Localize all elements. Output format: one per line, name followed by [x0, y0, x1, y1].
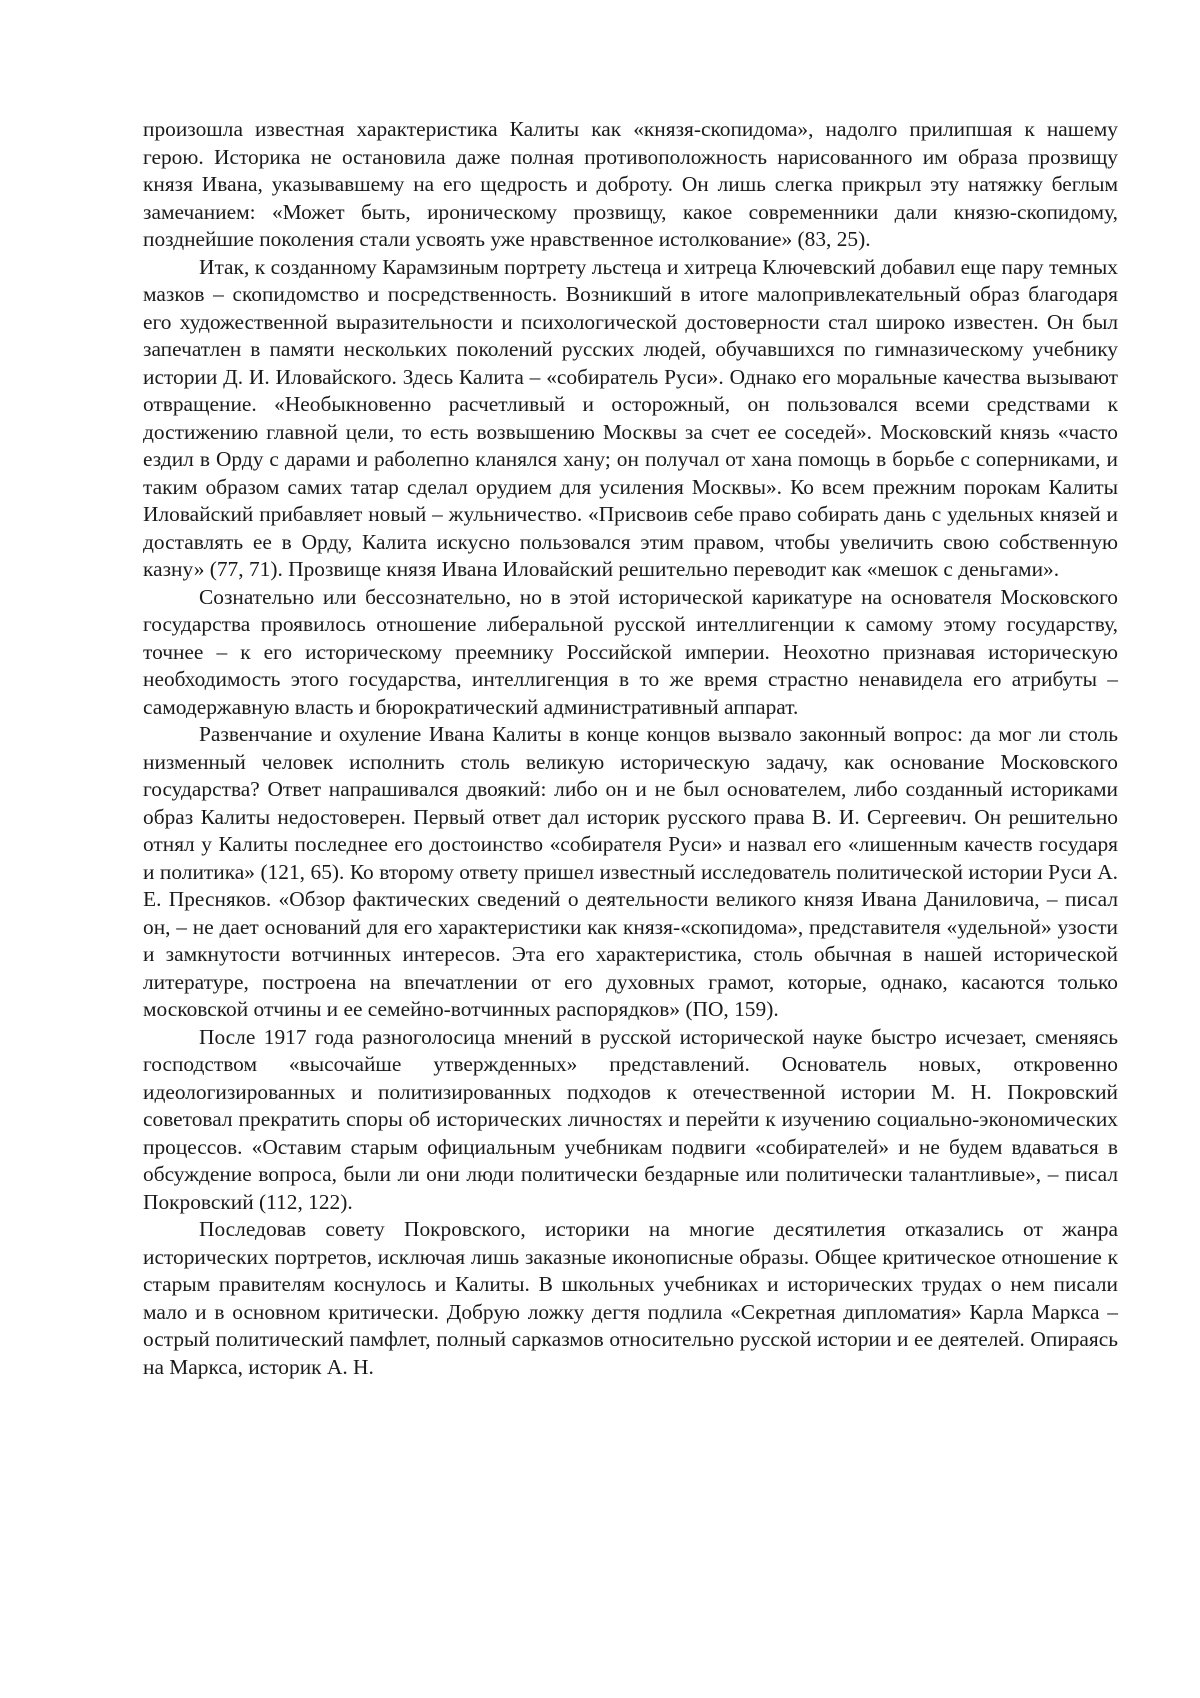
paragraph-5: После 1917 года разноголосица мнений в русской исторической науке быстро исчезает, сменяясь господством «высочайше утвержденных» представлений. Основатель новых, откровенно идеологизированных и политизированных подходов к отечественной истории М. Н. Покровский советовал прекратить споры об исторических личностях и перейти к изучению социально-экономических процессов. «Оставим старым официальным учебникам подвиги «собирателей» и не будем вдаваться в обсуждение вопроса, были ли они люди политически бездарные или политически талантливые», – писал Покровский (112, 122).: [143, 1024, 1118, 1217]
paragraph-1: произошла известная характеристика Калиты как «князя-скопидома», надолго прилипшая к нашему герою. Историка не остановила даже полная противоположность нарисованного им образа прозвищу князя Ивана, указывавшему на его щедрость и доброту. Он лишь слегка прикрыл эту натяжку беглым замечанием: «Может быть, ироническому прозвищу, какое современники дали князю-скопидому, позднейшие поколения стали усвоять уже нравственное истолкование» (83, 25).: [143, 116, 1118, 254]
document-page: [143, 116, 1118, 1381]
paragraph-4: Развенчание и охуление Ивана Калиты в конце концов вызвало законный вопрос: да мог ли столь низменный человек исполнить столь великую историческую задачу, как основание Московского государства? Ответ напрашивался двоякий: либо он и не был основателем, либо созданный историками образ Калиты недостоверен. Первый ответ дал историк русского права В. И. Сергеевич. Он решительно отнял у Калиты последнее его достоинство «собирателя Руси» и назвал его «лишенным качеств государя и политика» (121, 65). Ко второму ответу пришел известный исследователь политической истории Руси А. Е. Пресняков. «Обзор фактических сведений о деятельности великого князя Ивана Даниловича, – писал он, – не дает оснований для его характеристики как князя-«скопидома», представителя «удельной» узости и замкнутости вотчинных интересов. Эта его характеристика, столь обычная в нашей исторической литературе, построена на впечатлении от его духовных грамот, которые, однако, касаются только московской отчины и ее семейно-вотчинных распорядков» (ПО, 159).: [143, 721, 1118, 1024]
paragraph-2: Итак, к созданному Карамзиным портрету льстеца и хитреца Ключевский добавил еще пару темных мазков – скопидомство и посредственность. Возникший в итоге малопривлекательный образ благодаря его художественной выразительности и психологической достоверности стал широко известен. Он был запечатлен в памяти нескольких поколений русских людей, обучавшихся по гимназическому учебнику истории Д. И. Иловайского. Здесь Калита – «собиратель Руси». Однако его моральные качества вызывают отвращение. «Необыкновенно расчетливый и осторожный, он пользовался всеми средствами к достижению главной цели, то есть возвышению Москвы за счет ее соседей». Московский князь «часто ездил в Орду с дарами и раболепно кланялся хану; он получал от хана помощь в борьбе с соперниками, и таким образом самих татар сделал орудием для усиления Москвы». Ко всем прежним порокам Калиты Иловайский прибавляет новый – жульничество. «Присвоив себе право собирать дань с удельных князей и доставлять ее в Орду, Калита искусно пользовался этим правом, чтобы увеличить свою собственную казну» (77, 71). Прозвище князя Ивана Иловайский решительно переводит как «мешок с деньгами».: [143, 254, 1118, 584]
paragraph-6: Последовав совету Покровского, историки на многие десятилетия отказались от жанра исторических портретов, исключая лишь заказные иконописные образы. Общее критическое отношение к старым правителям коснулось и Калиты. В школьных учебниках и исторических трудах о нем писали мало и в основном критически. Добрую ложку дегтя подлила «Секретная дипломатия» Карла Маркса – острый политический памфлет, полный сарказмов относительно русской истории и ее деятелей. Опираясь на Маркса, историк А. Н.: [143, 1216, 1118, 1381]
paragraph-3: Сознательно или бессознательно, но в этой исторической карикатуре на основателя Московского государства проявилось отношение либеральной русской интеллигенции к самому этому государству, точнее – к его историческому преемнику Российской империи. Неохотно признавая историческую необходимость этого государства, интеллигенция в то же время страстно ненавидела его атрибуты – самодержавную власть и бюрократический административный аппарат.: [143, 584, 1118, 722]
